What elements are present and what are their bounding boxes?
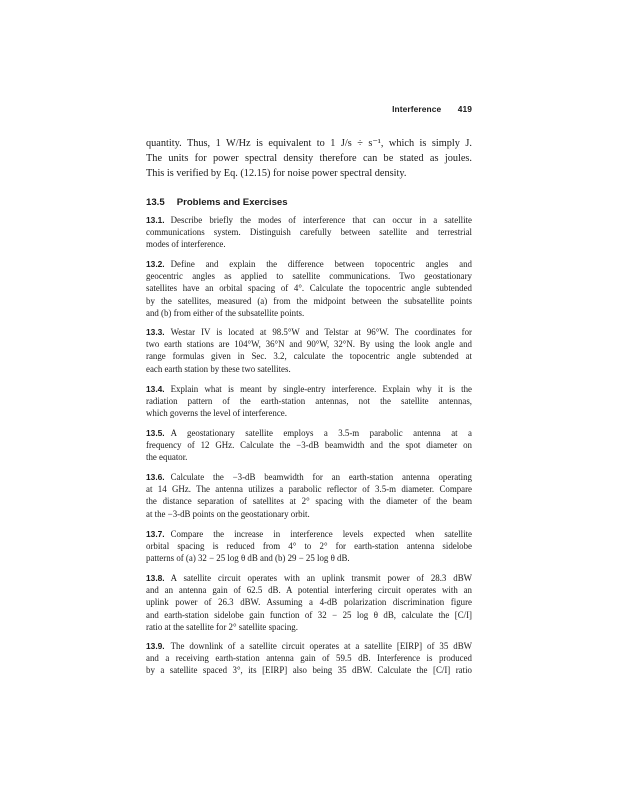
exercise-line: satellites have an orbital spacing of 4°. Calculate the topocentric angle subtended [146, 283, 472, 294]
exercise-line: each earth station by these two satellites. [146, 363, 291, 374]
exercise-line: which governs the level of interference. [146, 408, 287, 419]
exercise-line: The downlink of a satellite circuit operates at a satellite [EIRP] of 35 dBW [170, 641, 472, 651]
intro-line: The units for power spectral density therefore can be stated as joules. [146, 153, 472, 164]
exercise-13-5 [146, 427, 472, 464]
exercise-line: uplink power of 26.3 dBW. Assuming a 4-dB polarization discrimination figure [146, 597, 472, 608]
exercise-13-2 [146, 258, 472, 319]
section-title: Problems and Exercises [176, 197, 288, 208]
exercise-line: the distance separation of satellites at 2° spacing with the diameter of the beam [146, 496, 472, 507]
exercise-line: by a satellite spaced 3°, its [EIRP] also being 35 dBW. Calculate the [C/I] ratio [146, 665, 472, 676]
exercise-line: Westar IV is located at 98.5°W and Telstar at 96°W. The coordinates for [170, 327, 472, 337]
exercise-line: communications system. Distinguish carefully between satellite and terrestrial [146, 227, 472, 238]
exercise-13-7 [146, 528, 472, 565]
exercise-line: Calculate the −3-dB beamwidth for an earth-station antenna operating [170, 472, 472, 482]
exercise-13-3 [146, 326, 472, 375]
exercise-number: 13.6. [146, 472, 165, 482]
running-header [146, 104, 472, 114]
section-heading [146, 197, 472, 208]
exercise-13-6 [146, 471, 472, 520]
exercise-number: 13.8. [146, 573, 165, 583]
exercise-line: modes of interference. [146, 239, 226, 250]
exercise-13-9 [146, 640, 472, 677]
exercise-line: A satellite circuit operates with an uplink transmit power of 28.3 dBW [170, 573, 472, 583]
exercise-number: 13.3. [146, 327, 165, 337]
exercise-13-8 [146, 572, 472, 633]
exercise-line: and a receiving earth-station antenna gain of 59.5 dB. Interference is produced [146, 653, 472, 664]
exercise-number: 13.9. [146, 641, 165, 651]
exercise-13-1 [146, 214, 472, 251]
running-header-title: Interference [392, 104, 442, 114]
exercise-13-4 [146, 383, 472, 420]
exercise-line: Define and explain the difference between topocentric angles and [170, 259, 472, 269]
exercise-line: ratio at the satellite for 2° satellite spacing. [146, 621, 298, 632]
exercise-number: 13.5. [146, 428, 165, 438]
exercise-number: 13.7. [146, 529, 165, 539]
exercise-line: frequency of 12 GHz. Calculate the −3-dB beamwidth and the spot diameter on [146, 440, 472, 451]
exercise-number: 13.1. [146, 215, 165, 225]
exercise-line: A geostationary satellite employs a 3.5-m parabolic antenna at a [170, 428, 472, 438]
intro-line: This is verified by Eq. (12.15) for noise power spectral density. [146, 168, 407, 179]
exercise-number: 13.4. [146, 384, 165, 394]
intro-paragraph [146, 136, 472, 181]
exercise-line: geocentric angles as applied to satellite communications. Two geostationary [146, 271, 472, 282]
exercise-line: range formulas given in Sec. 3.2, calculate the topocentric angle subtended at [146, 351, 472, 362]
exercise-line: at 14 GHz. The antenna utilizes a parabolic reflector of 3.5-m diameter. Compare [146, 484, 472, 495]
exercise-line: Describe briefly the modes of interference that can occur in a satellite [170, 215, 472, 225]
exercise-line: the equator. [146, 452, 188, 463]
intro-line: quantity. Thus, 1 W/Hz is equivalent to 1 J/s ÷ s⁻¹, which is simply J. [146, 138, 472, 149]
section-number: 13.5 [146, 197, 165, 208]
exercise-line: patterns of (a) 32 − 25 log θ dB and (b) 29 − 25 log θ dB. [146, 553, 350, 564]
exercise-line: orbital spacing is reduced from 4° to 2° for earth-station antenna sidelobe [146, 541, 472, 552]
exercise-line: two earth stations are 104°W, 36°N and 90°W, 32°N. By using the look angle and [146, 339, 472, 350]
exercise-line: by the satellites, measured (a) from the midpoint between the subsatellite points [146, 295, 472, 306]
exercise-line: and earth-station sidelobe gain function of 32 − 25 log θ dB, calculate the [C/I] [146, 609, 472, 620]
page-number: 419 [457, 104, 472, 114]
exercise-number: 13.2. [146, 259, 165, 269]
exercise-line: and (b) from either of the subsatellite points. [146, 307, 305, 318]
exercise-line: at the −3-dB points on the geostationary orbit. [146, 508, 310, 519]
exercise-line: radiation pattern of the earth-station antennas, not the satellite antennas, [146, 396, 472, 407]
exercise-line: and an antenna gain of 62.5 dB. A potential interfering circuit operates with an [146, 585, 472, 596]
exercise-line: Compare the increase in interference levels expected when satellite [170, 529, 472, 539]
exercise-line: Explain what is meant by single-entry interference. Explain why it is the [170, 384, 472, 394]
